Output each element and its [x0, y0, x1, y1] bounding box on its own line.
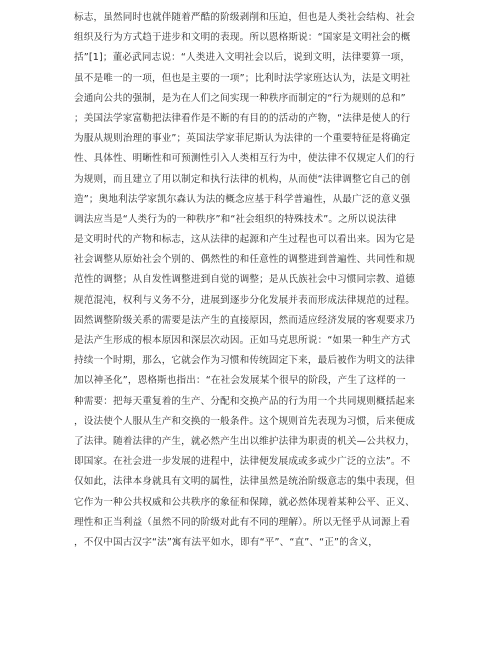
- text-line: 固然调整阶级关系的需要是法产生的直接原因，然而适应经济发展的客观要求乃: [74, 314, 416, 326]
- text-line: 它作为一种公共权威和公共秩序的象征和保障，就必然体现着某种公平、正义、: [74, 496, 416, 508]
- text-line: 持续一个时期，那么，它就会作为习惯和传统固定下来，最后被作为明文的法律: [74, 355, 416, 367]
- text-line: ；美国法学家富勒把法律看作是不断的有目的的活动的产物，“法律是使人的行: [74, 112, 411, 124]
- text-line: 种需要：把每天重复着的生产、分配和交换产品的行为用一个共同规则概括起来: [74, 395, 416, 407]
- body-text: [74, 8, 440, 553]
- text-line: 造”；奥地利法学家凯尔森认为法的概念应基于科学普遍性，从最广泛的意义强: [74, 193, 411, 205]
- text-line: 社会调整从原始社会个别的、偶然性的和任意性的调整进到普遍性、共同性和规: [74, 254, 416, 266]
- text-line: 是文明时代的产物和标志，这从法律的起源和产生过程也可以看出来。因为它是: [74, 234, 416, 246]
- text-line: 为服从规则治理的事业”；英国法学家菲尼斯认为法律的一个重要特征是将确定: [74, 133, 411, 145]
- text-line: ，不仅中国古汉字“法”寓有法平如水，即有“平”、“直”、“正”的含义，: [74, 536, 379, 548]
- text-line: 了法律。随着法律的产生，就必然产生出以维护法律为职责的机关—公共权力，: [74, 435, 416, 447]
- text-line: 括”[1]；董必武同志说：“人类进入文明社会以后，说到文明，法律要算一项，: [74, 52, 411, 64]
- text-line: 范性的调整；从自发性调整进到自觉的调整；是从氏族社会中习惯同宗教、道德: [74, 274, 416, 286]
- text-line: 虽不是唯一的一项，但也是主要的一项”；比利时法学家班达认为，法是文明社: [74, 72, 411, 84]
- text-line: ，设法使个人服从生产和交换的一般条件。这个规则首先表现为习惯，后来便成: [74, 415, 416, 427]
- text-line: 会通向公共的强制，是为在人们之间实现一种秩序而制定的“行为规则的总和”: [74, 92, 406, 104]
- text-line: 调法应当是“人类行为的一种秩序”和“社会组织的特殊技术”。之所以说法律: [74, 213, 397, 225]
- text-line: 加以神圣化”，恩格斯也指出：“在社会发展某个很早的阶段，产生了这样的一: [74, 375, 406, 387]
- text-line: 性、具体性、明晰性和可预测性引入人类相互行为中，使法律不仅规定人们的行: [74, 153, 416, 165]
- text-line: 组织及行为方式趋于进步和文明的表现。所以恩格斯说：“国家是文明社会的概: [74, 32, 411, 44]
- text-line: 理性和正当利益（虽然不同的阶级对此有不同的理解）。所以无怪乎从词源上看: [74, 516, 411, 528]
- text-line: 即国家。在社会进一步发展的进程中，法律便发展成或多或少广泛的立法”。不: [74, 456, 411, 468]
- text-line: 规范混沌，权利与义务不分，进展到逐步分化发展并表而形成法律规范的过程。: [74, 294, 416, 306]
- text-line: 为规则，而且建立了用以制定和执行法律的机构，从而使“法律调整它自己的创: [74, 173, 411, 185]
- text-line: 仅如此，法律本身就具有文明的属性，法律虽然是统治阶级意志的集中表现，但: [74, 476, 416, 488]
- text-line: 标志，虽然同时也就伴随着严酷的阶级剥削和压迫，但也是人类社会结构、社会: [74, 12, 416, 23]
- text-line: 是法产生形成的根本原因和深层次动因。正如马克思所说：“如果一种生产方式: [74, 335, 411, 346]
